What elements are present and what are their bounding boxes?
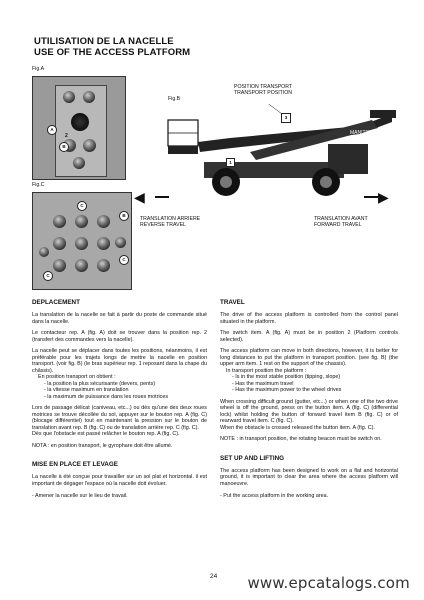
list-item: - Has the maximum power to the wheel drives — [232, 387, 342, 393]
button-icon — [73, 157, 85, 169]
list-item: - Has the maximum travel — [232, 380, 294, 387]
fig-c-mark: C — [77, 201, 87, 211]
forward-travel-label: TRANSLATION AVANT FORWARD TRAVEL — [314, 216, 368, 229]
paragraph: NOTA : en position transport, le gyrophare doit être allumé. — [32, 442, 173, 449]
list-item: - la position la plus sécurisante (devers, pents) — [44, 380, 156, 387]
title-english: USE OF THE ACCESS PLATFORM — [34, 47, 191, 58]
paragraph: Lors de passage délicat (caniveau, etc...) ou dès qu'une des deux roues motrices se trouve décollée du sol, appuyer sur le bouton rep. A (fig. C) (blocage différentiel) tout en maintenant la pression sur le bouton de translation avant rep. B (fig. C) ou de translation arrière rep. C (fig. C). — [32, 405, 207, 431]
paragraph: - Put the access platform in the working area. — [220, 493, 329, 499]
section-heading: DEPLACEMENT — [32, 299, 80, 306]
paragraph: The switch item. A (fig. A) must be in position 2 (Platform controls selected). — [220, 330, 398, 343]
paragraph: Dès que l'obstacle est passé relâcher le bouton rep. A (fig. C). — [32, 431, 180, 437]
fig-a-mark: A — [47, 125, 57, 135]
knob-icon — [83, 91, 95, 103]
fig-a-label: Fig.A — [32, 66, 45, 72]
fig-a-photo — [32, 76, 126, 180]
paragraph: La translation de la nacelle se fait à partir du poste de commande situé dans la nacelle. — [32, 312, 207, 325]
section-heading: TRAVEL — [220, 299, 245, 306]
fig-a-mark: B — [59, 142, 69, 152]
button-icon — [53, 237, 66, 250]
button-icon — [75, 215, 88, 228]
watermark: www.epcatalogs.com — [247, 574, 410, 592]
paragraph: - Amener la nacelle sur le lieu de travail. — [32, 493, 128, 499]
reverse-travel-label: TRANSLATION ARRIERE REVERSE TRAVEL — [140, 216, 201, 229]
fig-c-label: Fig.C — [32, 182, 45, 188]
button-icon — [97, 215, 110, 228]
fig-c-mark: B — [119, 211, 129, 221]
paragraph: The drive of the access platform is controlled from the control panel situated in the platform. — [220, 312, 398, 325]
paragraph: The access platform can move in both directions, however, it is better for long distances to put the platform in transport position. (see fig. B) (the upper arm item. 1 rest on the support of the chassis). — [220, 348, 398, 367]
transport-position-label: POSITION TRANSPORT TRANSPORT POSITION — [234, 84, 293, 97]
section-heading: MISE EN PLACE ET LEVAGE — [32, 461, 118, 468]
arrow-right-icon: ▶ — [378, 189, 389, 205]
button-icon — [75, 237, 88, 250]
paragraph: When crossing difficult ground (gutter, etc...) or when one of the two drive wheel is off the ground, press on the button item. A (fig. C) (differential lock) whilst holding the button of forward travel item B (fig. C) or of rearward travel item. C (fig. C). — [220, 398, 398, 424]
button-icon — [39, 247, 49, 257]
button-icon — [75, 259, 88, 272]
button-icon — [97, 259, 110, 272]
fig-c-photo — [32, 192, 132, 290]
paragraph: Le contacteur rep. A (fig. A) doit se trouver dans la position rep. 2 (transfert des commandes vers la nacelle). — [32, 330, 207, 343]
list-item: - la vitesse maximum en translation — [44, 387, 129, 393]
fig-b-drawing — [160, 104, 400, 200]
title-french: UTILISATION DE LA NACELLE — [34, 36, 174, 47]
list-intro: In transport position the platform : — [226, 367, 307, 374]
fig-a-mark: 2 — [65, 133, 68, 139]
button-icon — [115, 237, 126, 248]
right-column — [220, 299, 398, 500]
left-column — [32, 299, 207, 500]
arrow-left-icon: ◀ — [134, 189, 145, 205]
button-icon — [53, 259, 66, 272]
fig-c-mark: C — [119, 255, 129, 265]
paragraph: NOTE : in transport position, the rotating beacon must be switch on. — [220, 436, 382, 442]
paragraph: La nacelle à été conçue pour travailler sur un sol plat et horizontal. il est important de dégager l'espace où la nacelle doit évoluer. — [32, 474, 207, 487]
item-1-badge: 1 — [226, 158, 235, 167]
list-item: - la maximum de puissance dans les roues motrices — [44, 393, 169, 400]
list-intro: En position transport on obtient : — [38, 374, 116, 380]
list-item: - Is in the most stable position (tipping, slope) — [232, 374, 341, 380]
section-heading: SET UP AND LIFTING — [220, 454, 285, 462]
button-icon — [97, 237, 110, 250]
paragraph: The access platform has been designed to work on a flat and horizontal ground, it is important to clear the area where the access platform will manoeuvre. — [220, 467, 398, 487]
paragraph: La nacelle peut se déplacer dans toutes les positions, néanmoins, il est préférable pour les trajets longs de mettre la nacelle en position transport. (voir fig. B) (le bras supérieur rep. 1 reposant dans la chape du châssis). — [32, 348, 207, 374]
button-icon — [53, 215, 66, 228]
basket-floor — [168, 146, 198, 154]
page-title — [34, 36, 190, 58]
page-number: 24 — [210, 573, 218, 580]
switch-icon — [71, 113, 89, 131]
button-icon — [83, 139, 96, 152]
fig-c-mark: C — [43, 271, 53, 281]
knob-icon — [63, 91, 75, 103]
brand-logo: MANITOU — [350, 130, 373, 136]
paragraph: When the obstacle is crossed released the button item. A (fig. C). — [220, 424, 375, 431]
item-3-badge: 3 — [281, 113, 291, 123]
fig-b-label: Fig.B — [168, 96, 181, 102]
